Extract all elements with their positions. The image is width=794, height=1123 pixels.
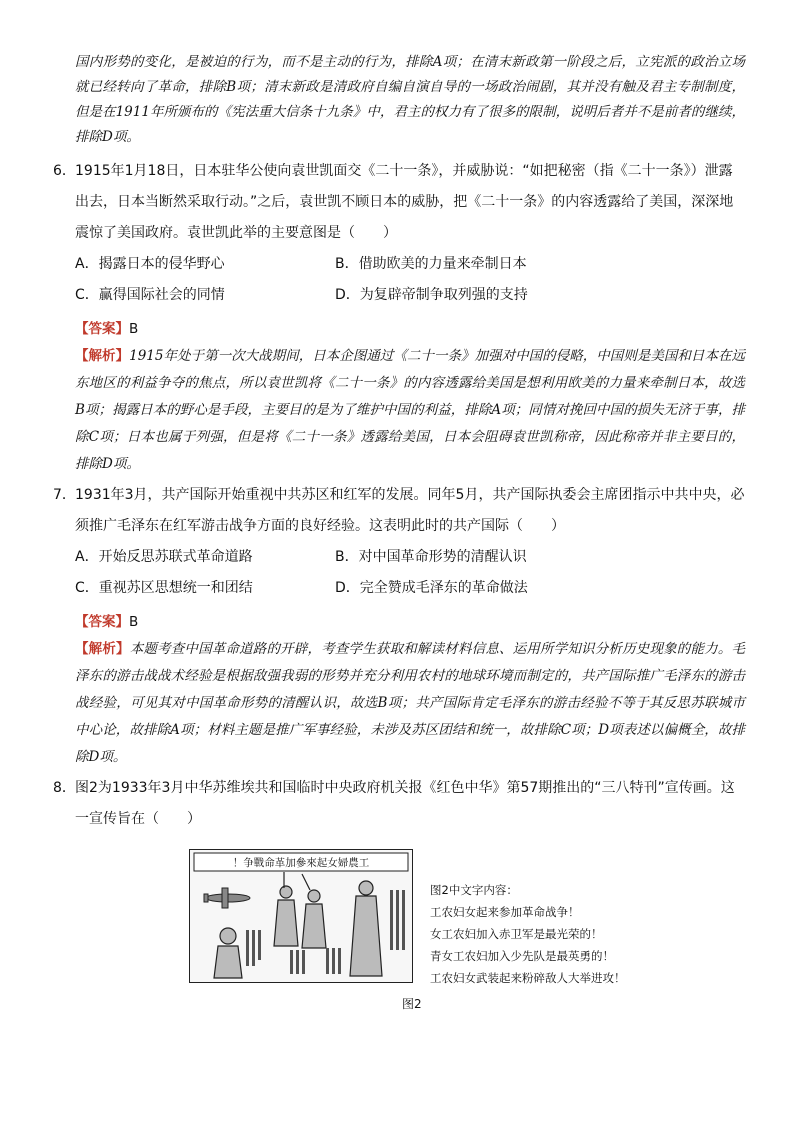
option-b[interactable]: B．对中国革命形势的清醒认识 <box>335 549 527 565</box>
question-stem: 7． 1931年3月，共产国际开始重视中共苏区和红军的发展。同年5月，共产国际执委会主席团指示中共中央，必须推广毛泽东在红军游击战争方面的良好经验。这表明此时的共产国际（ ） <box>75 480 745 542</box>
answer-tag: 【答案】 <box>75 321 129 337</box>
answer-value: B <box>129 321 139 337</box>
cartoon-drawing <box>190 850 412 982</box>
answer-line <box>75 315 745 343</box>
answer-value: B <box>129 614 139 630</box>
answer-tag: 【答案】 <box>75 614 129 630</box>
figure-label: 图2 <box>402 997 422 1011</box>
figure-2 <box>75 849 745 1009</box>
caption-line: 工农妇女武装起来粉碎敌人大举进攻！ <box>430 971 626 985</box>
caption-line: 工农妇女起来参加革命战争！ <box>430 905 580 919</box>
explanation: 【解析】1915年处于第一次大战期间，日本企图通过《二十一条》加强对中国的侵略，中国则是美国和日本在远东地区的利益争夺的焦点，所以袁世凯将《二十一条》的内容透露给美国是想利用欧美的力量来牵制日本，故选B项；揭露日本的野心是手段，主要目的是为了维护中国的利益，排除A项；同情对挽回中国的损失无济于事，排除C项；日本也属于列强，但是将《二十一条》透露给美国，日本会阻碍袁世凯称帝，因此称帝并非主要目的，排除D项。 <box>75 348 746 472</box>
option-a[interactable]: A．开始反思苏联式革命道路 <box>75 549 253 565</box>
cartoon-banner: ！争戰命革加參來起女婦農工 <box>232 857 370 869</box>
option-c[interactable]: C．赢得国际社会的同情 <box>75 287 225 303</box>
explanation-tag: 【解析】 <box>75 348 130 364</box>
options-list <box>75 542 745 604</box>
intro-paragraph: 国内形势的变化，是被迫的行为，而不是主动的行为，排除A项；在清末新政第一阶段之后，立宪派的政治立场就已经转向了革命，排除B项；清末新政是清政府自编自演自导的一场政治闹剧，其并没有触及君主专制制度，但是在1911年所颁布的《宪法重大信条十九条》中，君主的权力有了很多的限制，说明后者并不是前者的继续，排除D项。 <box>75 54 745 145</box>
question-number: 8． <box>53 780 76 796</box>
figure-caption <box>430 879 626 989</box>
caption-line: 青女工农妇加入少先队是最英勇的！ <box>430 949 614 963</box>
caption-line: 女工农妇加入赤卫军是最光荣的！ <box>430 927 603 941</box>
option-c[interactable]: C．重视苏区思想统一和团结 <box>75 580 253 596</box>
question-stem: 6． 1915年1月18日，日本驻华公使向袁世凯面交《二十一条》，并威胁说：“如把秘密（指《二十一条》）泄露出去，日本当断然采取行动。”之后，袁世凯不顾日本的威胁，把《二十一条》的内容透露给了美国，深深地震惊了美国政府。袁世凯此举的主要意图是（ ） <box>75 156 745 249</box>
question-8 <box>53 773 745 835</box>
question-number: 7． <box>53 487 76 503</box>
question-7 <box>53 480 746 771</box>
airplane-icon <box>204 888 250 908</box>
caption-title: 图2中文字内容： <box>430 883 518 897</box>
answer-line <box>75 608 745 636</box>
option-d[interactable]: D．为复辟帝制争取列强的支持 <box>335 287 528 303</box>
options-list <box>75 249 745 311</box>
option-d[interactable]: D．完全赞成毛泽东的革命做法 <box>335 580 528 596</box>
propaganda-cartoon-image <box>189 849 413 983</box>
explanation: 【解析】本题考查中国革命道路的开辟，考查学生获取和解读材料信息、运用所学知识分析历史现象的能力。毛泽东的游击战战术经验是根据敌强我弱的形势并充分利用农村的地球环境而制定的，共产国际推广毛泽东的游击战经验，可见其对中国革命形势的清醒认识，故选B项；共产国际肯定毛泽东的游击经验不等于其反思苏联城市中心论，故排除A项；材料主题是推广军事经验，未涉及苏区团结和统一，故排除C项；D项表述以偏概全，故排除D项。 <box>75 641 746 765</box>
option-b[interactable]: B．借助欧美的力量来牵制日本 <box>335 256 527 272</box>
document-page <box>53 50 746 1011</box>
option-a[interactable]: A．揭露日本的侵华野心 <box>75 256 225 272</box>
explanation-tag: 【解析】 <box>75 641 130 657</box>
question-number: 6． <box>53 163 76 179</box>
question-6 <box>53 156 746 478</box>
question-stem: 8． 图2为1933年3月中华苏维埃共和国临时中央政府机关报《红色中华》第57期推出的“三八特刊”宣传画。这一宣传旨在（ ） <box>75 773 745 835</box>
